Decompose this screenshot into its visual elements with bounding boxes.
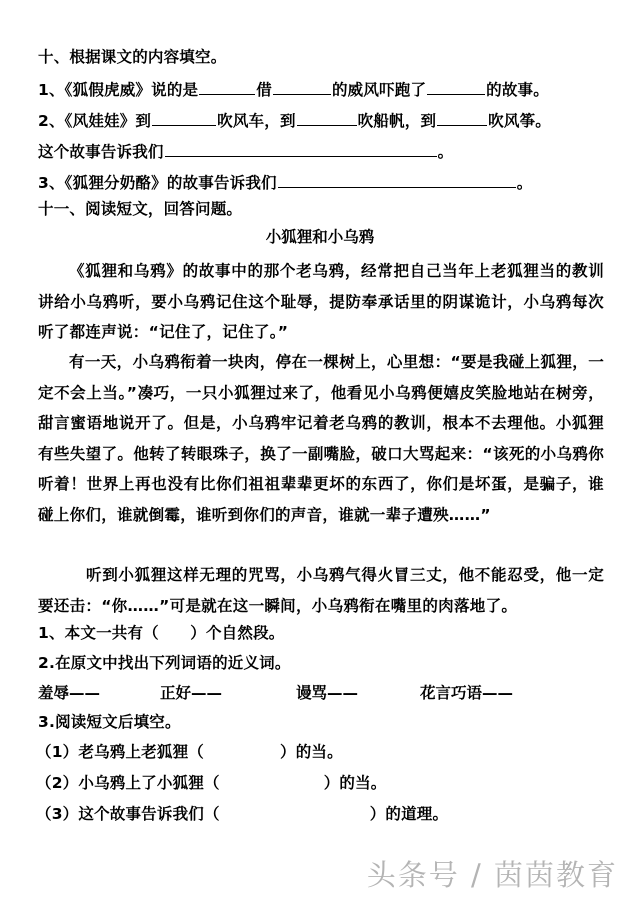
fill-question-3 (38, 170, 532, 194)
q3-item-1-text-b: ）的当。 (280, 743, 343, 761)
story-title: 小狐狸和小乌鸦 (265, 228, 375, 246)
q1-text-c: 的威风吓跑了 (331, 81, 427, 99)
story-paragraph-3: 听到小狐狸这样无理的咒骂，小乌鸦气得火冒三丈，他不能忍受，他一定要还击：“你……”可是就在这一瞬间，小乌鸦衔在嘴里的肉落地了。 (38, 566, 604, 615)
synonym-item: 谩骂—— (296, 684, 359, 702)
q2-text-b: 吹风车，到 (217, 112, 296, 130)
blank-field[interactable] (427, 77, 485, 95)
q2-cont-text-a: 这个故事告诉我们 (38, 143, 164, 161)
q3-text-a: 3、《狐狸分奶酪》的故事告诉我们 (38, 174, 277, 192)
q1-text-d: 的故事。 (486, 81, 549, 99)
q3-item-2-text-a: （2）小乌鸦上了小狐狸（ (36, 774, 220, 792)
blank-field[interactable] (437, 108, 487, 126)
reading-question-2: 2.在原文中找出下列词语的近义词。 (38, 654, 291, 672)
q1-text-b: 借 (256, 81, 272, 99)
synonym-item: 羞辱—— (38, 684, 101, 702)
q3-item-3-text-b: ）的道理。 (369, 805, 449, 823)
q3-item-1-text-a: （1）老乌鸦上老狐狸（ (36, 743, 204, 761)
q2-text-c: 吹船帆，到 (357, 112, 437, 130)
blank-field[interactable] (273, 77, 331, 95)
story-paragraph-1: 《狐狸和乌鸦》的故事中的那个老乌鸦，经常把自己当年上老狐狸当的教训讲给小乌鸦听，要小乌鸦记住这个耻辱，提防奉承话里的阴谋诡计，小乌鸦每次听了都连声说：“记住了，记住了。” (38, 262, 604, 341)
blank-field[interactable] (152, 108, 216, 126)
reading-question-3-item-3 (36, 803, 448, 825)
blank-field[interactable] (199, 77, 255, 95)
watermark-text: 头条号 / 茵茵教育 (366, 858, 618, 892)
q3-item-3-text-a: （3）这个故事告诉我们（ (36, 805, 220, 823)
blank-field[interactable] (297, 108, 357, 126)
fill-question-2-continued (38, 139, 453, 163)
q3-text-b: 。 (516, 174, 533, 192)
reading-question-3-item-2 (36, 772, 387, 794)
story-paragraph-2: 有一天，小乌鸦衔着一块肉，停在一棵树上，心里想：“要是我碰上狐狸，一定不会上当。”凑巧，一只小狐狸过来了，他看见小乌鸦便嬉皮笑脸地站在树旁，甜言蜜语地说开了。但是，小乌鸦牢记着老乌鸦的教训，根本不去理他。小狐狸有些失望了。他转了转眼珠子，换了一副嘴脸，破口大骂起来：“该死的小乌鸦你听着！世界上再也没有比你们祖祖辈辈更坏的东西了，你们是坏蛋，是骗子，谁碰上你们，谁就倒霉，谁听到你们的声音，谁就一辈子遭殃……” (38, 353, 604, 524)
q2-text-d: 吹风筝。 (488, 112, 551, 130)
q3-item-2-text-b: ）的当。 (323, 774, 387, 792)
reading-question-3-item-1 (36, 741, 343, 763)
section-10-heading: 十、根据课文的内容填空。 (38, 48, 227, 66)
synonym-item: 花言巧语—— (420, 684, 514, 702)
q2-cont-text-b: 。 (437, 143, 454, 161)
blank-field[interactable] (165, 139, 437, 157)
section-11-heading: 十一、阅读短文，回答问题。 (38, 200, 243, 218)
reading-question-3: 3.阅读短文后填空。 (38, 713, 181, 731)
fill-question-1 (38, 77, 549, 101)
fill-question-2 (38, 108, 551, 132)
q1-text-a: 1、《狐假虎威》说的是 (38, 81, 199, 99)
reading-question-1: 1、本文一共有（ ）个自然段。 (38, 624, 285, 642)
blank-field[interactable] (278, 170, 516, 188)
synonym-item: 正好—— (160, 684, 223, 702)
q2-text-a: 2、《风娃娃》到 (38, 112, 152, 130)
